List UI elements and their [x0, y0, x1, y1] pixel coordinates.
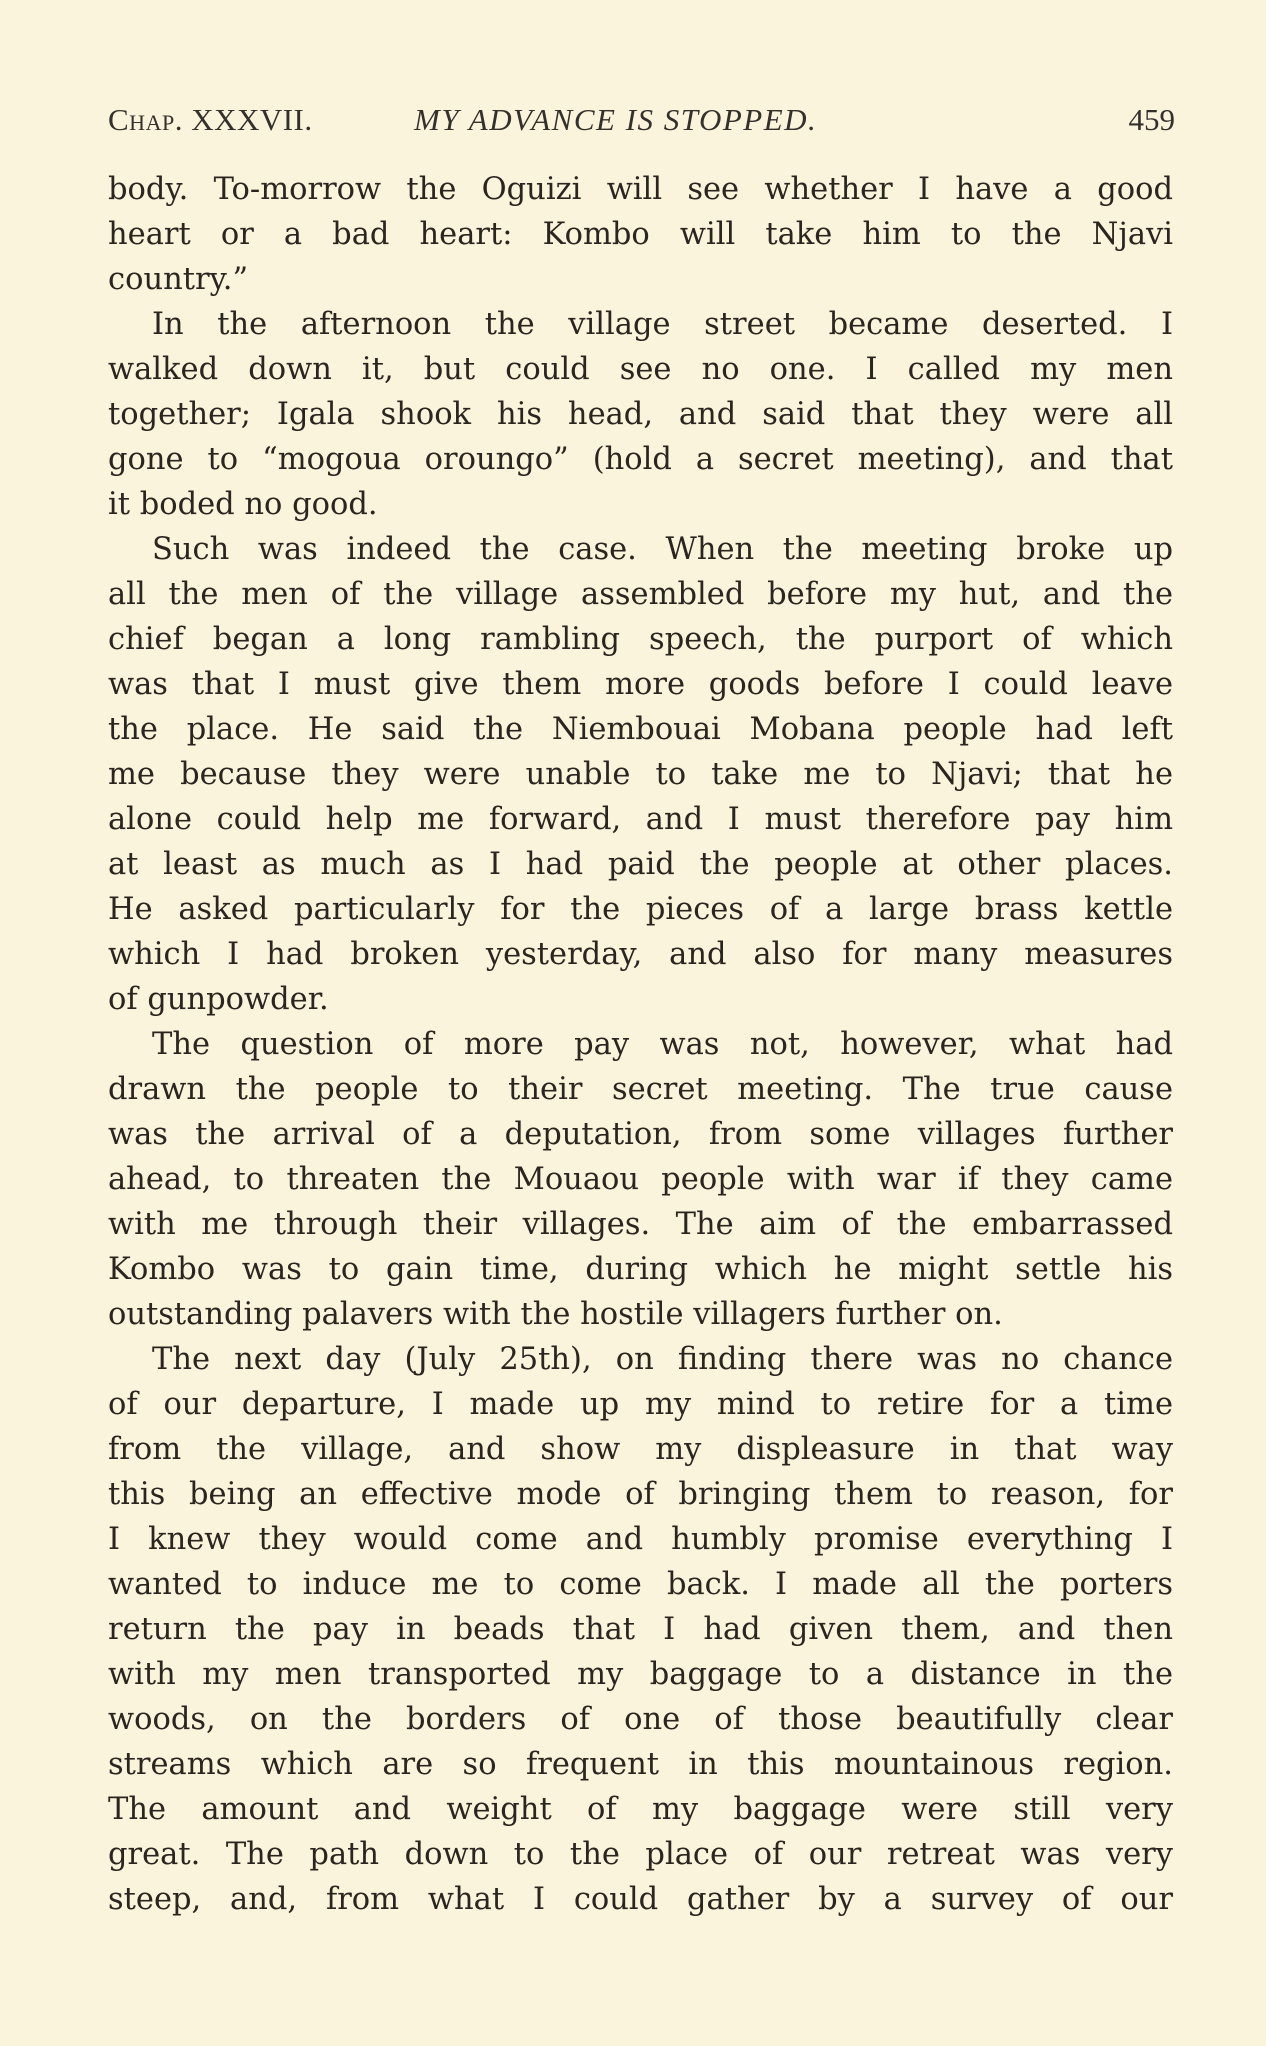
text-line: I knew they would come and humbly promise everything I [108, 1522, 1173, 1557]
page-number: 459 [1128, 102, 1175, 137]
body-text [108, 167, 1173, 1922]
running-head [108, 102, 1175, 142]
text-line: it boded no good. [108, 487, 378, 522]
text-line: was that I must give them more goods before I could leave [108, 667, 1173, 702]
text-line: was the arrival of a deputation, from some villages further [108, 1117, 1173, 1152]
text-line: chief began a long rambling speech, the purport of which [108, 622, 1173, 657]
text-line: heart or a bad heart: Kombo will take him to the Njavi [108, 217, 1173, 252]
text-line: gone to “mogoua oroungo” (hold a secret meeting), and that [108, 442, 1173, 477]
text-line: which I had broken yesterday, and also for many measures [108, 937, 1173, 972]
text-line: return the pay in beads that I had given them, and then [108, 1612, 1173, 1647]
text-line: streams which are so frequent in this mountainous region. [108, 1747, 1173, 1782]
text-line: from the village, and show my displeasure in that way [108, 1432, 1173, 1467]
text-line: of gunpowder. [108, 982, 329, 1017]
text-line: all the men of the village assembled before my hut, and the [108, 577, 1173, 612]
text-line: with me through their villages. The aim of the embarrassed [108, 1207, 1173, 1242]
text-line: together; Igala shook his head, and said that they were all [108, 397, 1173, 432]
text-line: walked down it, but could see no one. I called my men [108, 352, 1173, 387]
text-line: Kombo was to gain time, during which he might settle his [108, 1252, 1173, 1287]
text-line: the place. He said the Niembouai Mobana people had left [108, 712, 1173, 747]
text-line: this being an effective mode of bringing them to reason, for [108, 1477, 1173, 1512]
text-line: of our departure, I made up my mind to retire for a time [108, 1387, 1173, 1422]
text-line: drawn the people to their secret meeting. The true cause [108, 1072, 1173, 1107]
text-line: The amount and weight of my baggage were still very [108, 1792, 1173, 1827]
chapter-label: Chap. XXXVII. [108, 102, 313, 137]
text-line: He asked particularly for the pieces of a large brass kettle [108, 892, 1173, 927]
paragraph-first-line: Such was indeed the case. When the meeting broke up [152, 532, 1173, 567]
text-line: outstanding palavers with the hostile villagers further on. [108, 1297, 1003, 1332]
text-line: alone could help me forward, and I must therefore pay him [108, 802, 1173, 837]
text-line: country.” [108, 262, 249, 297]
text-line: me because they were unable to take me to Njavi; that he [108, 757, 1173, 792]
text-line: woods, on the borders of one of those beautifully clear [108, 1702, 1173, 1737]
paragraph-first-line: In the afternoon the village street became deserted. I [152, 307, 1173, 342]
paragraph-first-line: The next day (July 25th), on finding there was no chance [152, 1342, 1173, 1377]
text-line: wanted to induce me to come back. I made all the porters [108, 1567, 1173, 1602]
text-line: body. To-morrow the Oguizi will see whether I have a good [108, 172, 1173, 207]
text-line: great. The path down to the place of our retreat was very [108, 1837, 1173, 1872]
text-line: ahead, to threaten the Mouaou people with war if they came [108, 1162, 1173, 1197]
chapter-title: MY ADVANCE IS STOPPED. [414, 102, 818, 137]
text-line: with my men transported my baggage to a distance in the [108, 1657, 1173, 1692]
text-line: steep, and, from what I could gather by a survey of our [108, 1882, 1173, 1917]
paragraph-first-line: The question of more pay was not, however, what had [152, 1027, 1173, 1062]
text-line: at least as much as I had paid the people at other places. [108, 847, 1173, 882]
